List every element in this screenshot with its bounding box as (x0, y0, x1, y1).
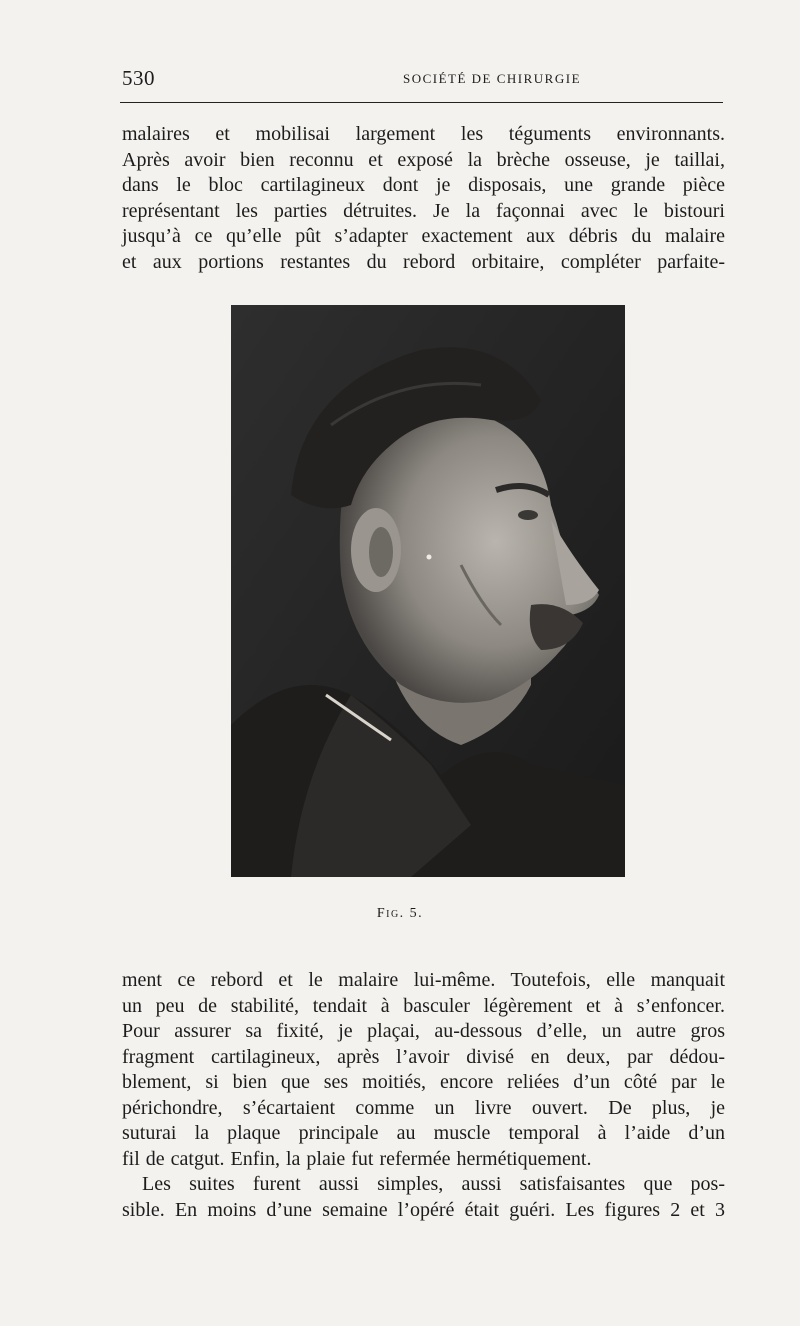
page-number: 530 (122, 66, 155, 90)
text-line: et aux portions restantes du rebord orbitaire, compléter parfaite- (122, 250, 725, 273)
text-line: Les suites furent aussi simples, aussi satisfaisantes que pos- (142, 1173, 725, 1195)
text-line: blement, si bien que ses moitiés, encore reliées d’un côté par le (122, 1071, 725, 1093)
body-text-top (122, 122, 725, 275)
text-line: suturai la plaque principale au muscle temporal à l’aide d’un (122, 1122, 725, 1144)
text-line: représentant les parties détruites. Je la façonnai avec le bistouri (122, 199, 725, 222)
text-line: dans le bloc cartilagineux dont je disposais, une grande pièce (122, 174, 725, 196)
page-header (122, 66, 722, 94)
running-title: SOCIÉTÉ DE CHIRURGIE (402, 71, 582, 86)
text-line: sible. En moins d’une semaine l’opéré était guéri. Les figures 2 et 3 (122, 1198, 725, 1221)
text-line: un peu de stabilité, tendait à basculer légèrement et à s’enfoncer. (122, 994, 725, 1017)
text-line: jusqu’à ce qu’elle pût s’adapter exactement aux débris du malaire (122, 225, 725, 247)
header-rule (120, 102, 723, 103)
text-line: Après avoir bien reconnu et exposé la brèche osseuse, je taillai, (122, 148, 725, 171)
text-line: malaires et mobilisai largement les téguments environnants. (122, 123, 725, 145)
portrait-illustration (231, 305, 625, 877)
portrait-photo (231, 305, 625, 877)
text-line: périchondre, s’écartaient comme un livre ouvert. De plus, je (122, 1096, 725, 1119)
text-line: Pour assurer sa fixité, je plaçai, au-dessous d’elle, un autre gros (122, 1020, 725, 1042)
figure-caption: Fig. 5. (376, 906, 424, 921)
body-text-bottom (122, 968, 725, 1223)
text-line: fil de catgut. Enfin, la plaie fut refermée hermétiquement. (122, 1147, 592, 1170)
text-line: ment ce rebord et le malaire lui-même. Toutefois, elle manquait (122, 969, 725, 991)
text-line: fragment cartilagineux, après l’avoir divisé en deux, par dédou- (122, 1045, 725, 1068)
